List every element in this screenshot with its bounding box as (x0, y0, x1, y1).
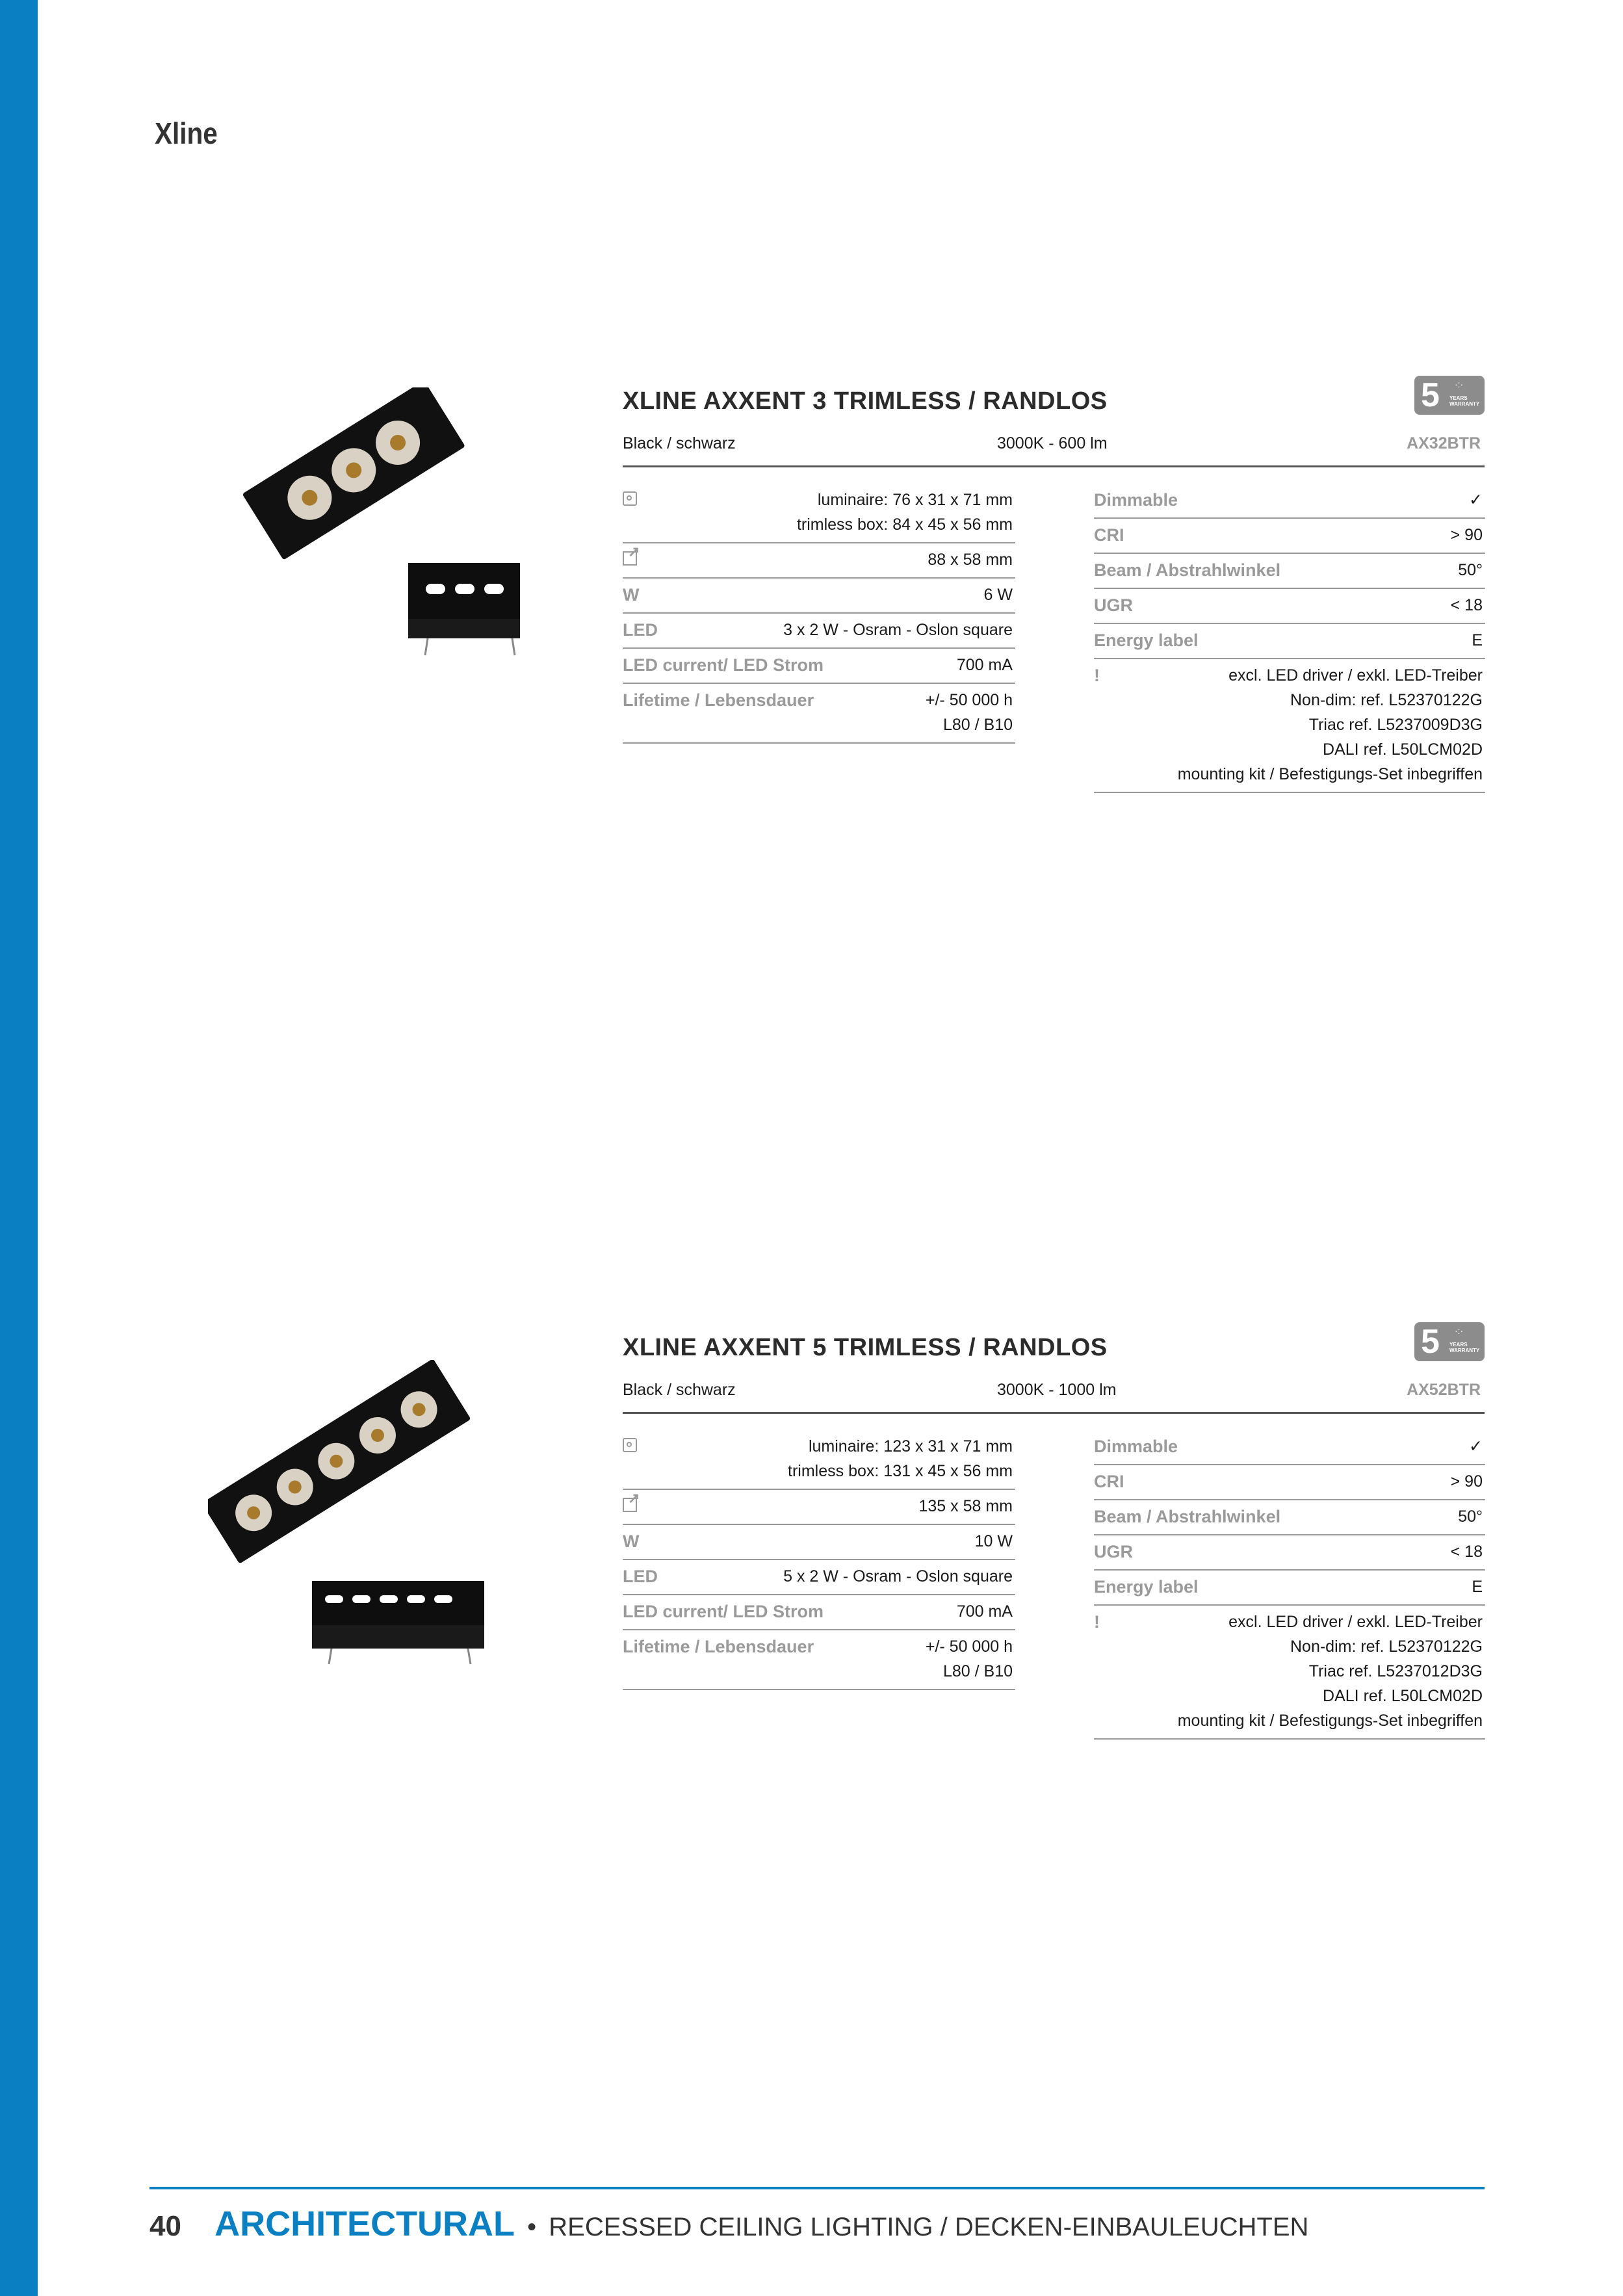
dimmable-value: ✓ (1469, 491, 1483, 509)
beam-value: 50° (1458, 561, 1483, 579)
energy-label: Energy label (1094, 631, 1199, 650)
led-label: LED (623, 1567, 658, 1586)
energy-value: E (1472, 1578, 1483, 1596)
lifetime-line: L80 / B10 (942, 1662, 1013, 1680)
product-block (0, 1323, 1623, 1919)
notes-row (1094, 659, 1485, 793)
led-value: 3 x 2 W - Osram - Oslon square (783, 621, 1013, 639)
ugr-label: UGR (1094, 1542, 1133, 1561)
note-line: Non-dim: ref. L52370122G (1290, 1637, 1483, 1656)
ugr-value: < 18 (1450, 596, 1483, 614)
product-subrow (623, 434, 1481, 458)
cri-label: CRI (1094, 525, 1124, 545)
product-title: XLINE AXXENT 3 TRIMLESS / RANDLOS (623, 387, 1108, 415)
lifetime-line: L80 / B10 (942, 716, 1013, 734)
warranty-text: YEARS WARRANTY (1449, 395, 1480, 407)
divider (623, 465, 1485, 467)
spec-table-right (1094, 1430, 1485, 1740)
dimmable-row (1094, 1430, 1485, 1465)
current-label: LED current/ LED Strom (623, 655, 824, 675)
dimmable-row (1094, 484, 1485, 519)
footer-subtitle: RECESSED CEILING LIGHTING / DECKEN-EINBAULEUCHTEN (549, 2213, 1309, 2241)
dimensions-row (623, 1430, 1015, 1490)
product-color: Black / schwarz (623, 434, 736, 452)
product-subrow (623, 1381, 1481, 1404)
note-line: Non-dim: ref. L52370122G (1290, 691, 1483, 709)
warranty-text: YEARS WARRANTY (1449, 1342, 1480, 1353)
current-row (623, 649, 1015, 684)
led-row (623, 614, 1015, 649)
page-number: 40 (149, 2210, 181, 2242)
dimensions-row (623, 484, 1015, 543)
spec-table-right (1094, 484, 1485, 793)
product-temperature: 3000K - 1000 lm (997, 1381, 1117, 1399)
product-image (208, 1360, 520, 1698)
power-row (623, 1525, 1015, 1560)
section-title: Xline (155, 116, 218, 150)
cri-row (1094, 519, 1485, 554)
dimmable-label: Dimmable (1094, 1437, 1178, 1456)
current-value: 700 mA (956, 656, 1013, 674)
product-code: AX32BTR (1407, 434, 1481, 452)
led-value: 5 x 2 W - Osram - Oslon square (783, 1567, 1013, 1585)
ugr-label: UGR (1094, 595, 1133, 615)
star-icon: ·:· (1455, 379, 1464, 389)
note-line: mounting kit / Befestigungs-Set inbegriffen (1177, 765, 1483, 783)
lifetime-label: Lifetime / Lebensdauer (623, 690, 814, 710)
cri-label: CRI (1094, 1472, 1124, 1491)
lifetime-label: Lifetime / Lebensdauer (623, 1637, 814, 1656)
ugr-row (1094, 589, 1485, 624)
product-color: Black / schwarz (623, 1381, 736, 1399)
power-label: W (623, 1532, 640, 1551)
footer (149, 2204, 1308, 2244)
cutout-row (623, 1490, 1015, 1525)
note-line: Triac ref. L5237009D3G (1308, 716, 1483, 734)
beam-row (1094, 554, 1485, 589)
led-row (623, 1560, 1015, 1595)
lifetime-row (623, 1630, 1015, 1690)
dimensions-line: luminaire: 76 x 31 x 71 mm (817, 491, 1013, 509)
energy-label: Energy label (1094, 1577, 1199, 1597)
energy-value: E (1472, 631, 1483, 649)
note-line: excl. LED driver / exkl. LED-Treiber (1228, 1613, 1483, 1631)
power-value: 6 W (983, 586, 1013, 604)
note-line: DALI ref. L50LCM02D (1323, 740, 1483, 759)
product-temperature: 3000K - 600 lm (997, 434, 1108, 452)
cutout-value: 88 x 58 mm (928, 551, 1013, 569)
cutout-value: 135 x 58 mm (918, 1497, 1013, 1515)
lifetime-row (623, 684, 1015, 744)
note-line: Triac ref. L5237012D3G (1308, 1662, 1483, 1680)
cutout-row (623, 543, 1015, 579)
cri-value: > 90 (1450, 526, 1483, 544)
ugr-value: < 18 (1450, 1543, 1483, 1561)
current-label: LED current/ LED Strom (623, 1602, 824, 1621)
warranty-badge (1414, 376, 1485, 415)
note-line: DALI ref. L50LCM02D (1323, 1687, 1483, 1705)
spec-table-left (623, 484, 1015, 744)
warranty-years: 5 (1421, 1323, 1440, 1361)
power-value: 10 W (974, 1532, 1013, 1550)
lifetime-line: +/- 50 000 h (925, 1637, 1013, 1656)
energy-row (1094, 1571, 1485, 1606)
product-image (240, 387, 520, 680)
notes-row (1094, 1606, 1485, 1740)
beam-label: Beam / Abstrahlwinkel (1094, 1507, 1281, 1526)
note-label: ! (1094, 1612, 1100, 1632)
footer-separator: • (527, 2213, 537, 2241)
dimensions-line: trimless box: 84 x 45 x 56 mm (796, 515, 1013, 534)
dimensions-line: trimless box: 131 x 45 x 56 mm (788, 1462, 1013, 1480)
product-code: AX52BTR (1407, 1381, 1481, 1399)
energy-row (1094, 624, 1485, 659)
product-block (0, 376, 1623, 972)
warranty-years: 5 (1421, 376, 1440, 414)
spec-table-left (623, 1430, 1015, 1690)
current-row (623, 1595, 1015, 1630)
note-line: mounting kit / Befestigungs-Set inbegriffen (1177, 1712, 1483, 1730)
beam-label: Beam / Abstrahlwinkel (1094, 560, 1281, 580)
cutout-icon (623, 1498, 637, 1512)
beam-value: 50° (1458, 1507, 1483, 1526)
side-accent-bar (0, 0, 38, 2296)
ugr-row (1094, 1535, 1485, 1571)
product-title: XLINE AXXENT 5 TRIMLESS / RANDLOS (623, 1334, 1108, 1361)
dimensions-line: luminaire: 123 x 31 x 71 mm (808, 1437, 1013, 1455)
divider (623, 1412, 1485, 1414)
note-label: ! (1094, 666, 1100, 685)
dimensions-icon (623, 491, 637, 506)
power-label: W (623, 585, 640, 605)
cri-value: > 90 (1450, 1472, 1483, 1491)
cutout-icon (623, 551, 637, 566)
lifetime-line: +/- 50 000 h (925, 691, 1013, 709)
warranty-badge (1414, 1322, 1485, 1361)
current-value: 700 mA (956, 1602, 1013, 1621)
dimensions-icon (623, 1438, 637, 1452)
dimmable-label: Dimmable (1094, 490, 1178, 510)
power-row (623, 579, 1015, 614)
star-icon: ·:· (1455, 1325, 1464, 1336)
footer-rule (149, 2187, 1485, 2189)
note-line: excl. LED driver / exkl. LED-Treiber (1228, 666, 1483, 685)
dimmable-value: ✓ (1469, 1437, 1483, 1455)
led-label: LED (623, 620, 658, 640)
beam-row (1094, 1500, 1485, 1535)
cri-row (1094, 1465, 1485, 1500)
footer-category: ARCHITECTURAL (214, 2204, 515, 2243)
